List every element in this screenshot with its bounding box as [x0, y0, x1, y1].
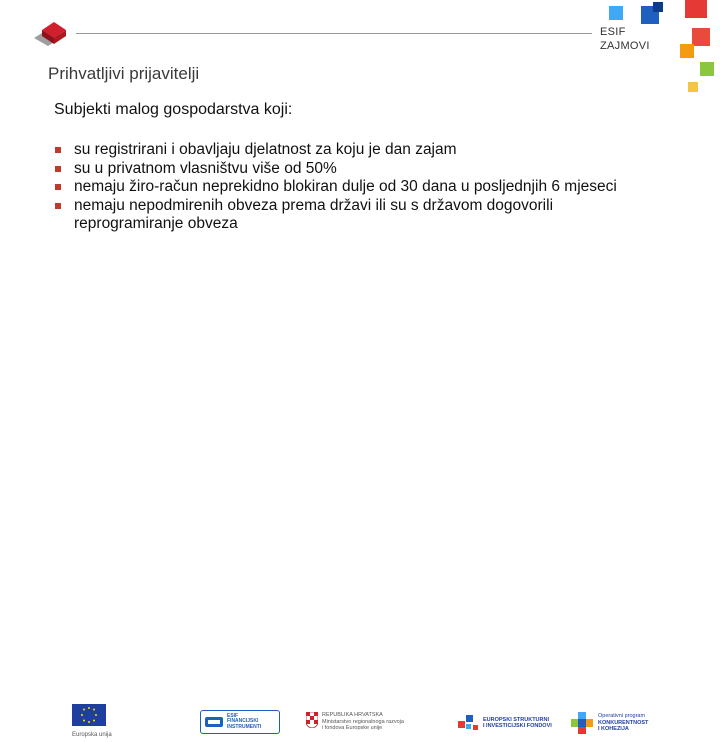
list-item — [54, 141, 654, 160]
square-deco — [700, 62, 714, 76]
ministry-logo — [306, 712, 428, 742]
bullet-square-icon — [55, 203, 61, 209]
op-text — [598, 713, 648, 733]
list-item — [54, 178, 654, 197]
esif-zajmovi-label — [600, 25, 650, 53]
square-deco — [688, 82, 698, 92]
bullet-square-icon — [55, 166, 61, 172]
square-deco — [692, 28, 710, 46]
square-deco — [609, 6, 623, 20]
slide-title: Prihvatljivi prijavitelji — [48, 64, 200, 83]
ministry-line1: REPUBLIKA HRVATSKA — [322, 712, 383, 718]
esif-label-line2: ZAJMOVI — [600, 40, 650, 52]
header-divider — [76, 33, 592, 34]
esif-logo-icon — [28, 16, 70, 50]
ministry-text — [322, 712, 404, 732]
op-line3: I KOHEZIJA — [598, 726, 629, 733]
bullet-square-icon — [55, 147, 61, 153]
list-item — [54, 197, 654, 234]
esif-fi-icon — [204, 714, 224, 730]
eu-funds-line1: EUROPSKI STRUKTURNI — [483, 716, 550, 723]
esif-fi-line3: INSTRUMENTI — [227, 723, 262, 730]
square-deco — [685, 0, 707, 18]
footer-logo-bar — [0, 350, 720, 738]
eu-funds-line2: I INVESTICIJSKI FONDOVI — [483, 723, 552, 729]
esif-fi-text — [227, 714, 261, 731]
eu-funds-icon — [456, 711, 480, 735]
list-item-text: su u privatnom vlasništvu više od 50% — [74, 159, 337, 177]
eu-funds-logo — [456, 708, 556, 738]
op-line1: Operativni program — [598, 713, 646, 720]
eu-logo — [72, 704, 112, 738]
square-deco — [680, 44, 694, 58]
slide-content — [54, 101, 654, 234]
esif-fi-line2: FINANCIJSKI — [227, 718, 259, 725]
list-item-text: nemaju žiro-račun neprekidno blokiran dulje od 30 dana u posljednjih 6 mjeseci — [74, 178, 617, 195]
croatian-coat-of-arms-icon — [306, 712, 318, 728]
ministry-line3: i fondova Europske unije — [322, 725, 383, 731]
eu-caption: Europska unija — [72, 732, 112, 738]
esif-instrumenti-logo — [200, 710, 280, 734]
ministry-line2: Ministarstvo regionalnoga razvoja — [322, 718, 404, 725]
list-item-text: su registrirani i obavljaju djelatnost za koju je dan zajam — [74, 141, 457, 158]
op-logo — [570, 708, 660, 738]
bullet-square-icon — [55, 184, 61, 190]
eu-flag-icon — [72, 704, 106, 726]
eu-funds-text — [483, 717, 552, 730]
esif-label-line1: ESIF — [600, 26, 626, 38]
esif-fi-line1: ESIF — [227, 712, 239, 719]
criteria-list — [54, 141, 654, 234]
list-item — [54, 160, 654, 179]
op-line2: KONKURENTNOST — [598, 719, 649, 726]
list-item-text: nemaju nepodmirenih obveza prema državi ili su s državom dogovorili reprogramiranje obveza — [74, 196, 554, 232]
square-deco — [653, 2, 663, 12]
slide-subtitle: Subjekti malog gospodarstva koji: — [54, 101, 293, 118]
op-cross-icon — [570, 711, 594, 735]
